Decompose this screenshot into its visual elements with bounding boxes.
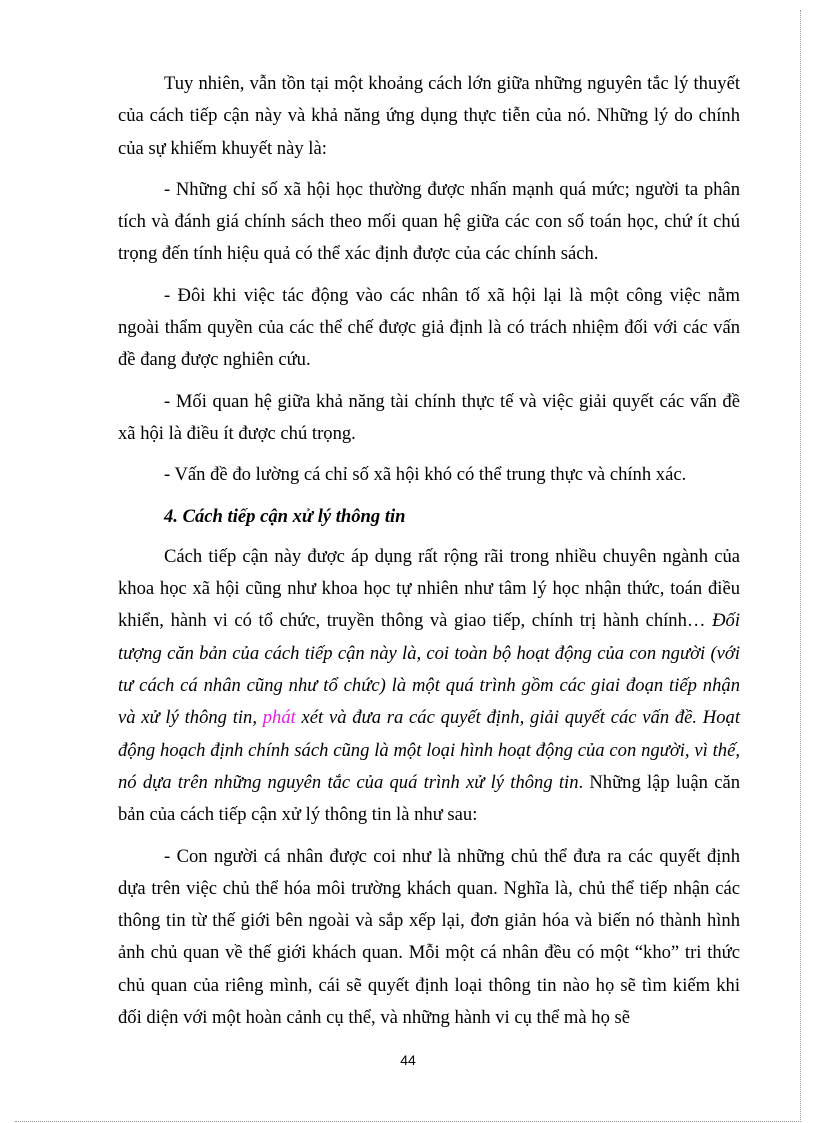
- list-item-individual: - Con người cá nhân được coi như là những chủ thể đưa ra các quyết định dựa trên việc chủ thể hóa môi trường khách quan. Nghĩa là, chủ thể tiếp nhận các thông tin từ thế giới bên ngoài và sắp xếp lại, đơn giản hóa và biến nó thành hình ảnh chủ quan về thế giới khách quan. Mỗi một cá nhân đều có một “kho” tri thức chủ quan của riêng mình, cái sẽ quyết định loại thông tin nào họ sẽ tìm kiếm khi đối diện với một hoàn cảnh cụ thể, và những hành vi cụ thể mà họ sẽ: [118, 845, 740, 1029]
- paragraph-outro-text: . Những lập luận căn bản của cách tiếp cận xử lý thông tin là như sau:: [118, 771, 741, 826]
- italic-text-1: Đối tượng căn bản của cách tiếp cận này là, coi toàn bộ hoạt động của con người (với tư cách cá nhân cũng như tổ chức) là một quá trình gồm các giai đoạn tiếp nhận và xử lý thông tin,: [118, 610, 740, 729]
- list-item-measurement: - Vấn đề đo lường cá chỉ số xã hội khó có thể trung thực và chính xác.: [164, 464, 687, 486]
- paragraph-intro-text: Cách tiếp cận này được áp dụng rất rộng rãi trong nhiều chuyên ngành của khoa học xã hội cũng như khoa học tự nhiên như tâm lý học nhận thức, toán điều khiển, hành vi có tổ chức, truyền thông và giao tiếp, chính trị hành chính…: [118, 545, 740, 632]
- page-number: 44: [400, 1052, 416, 1068]
- list-item-authority: - Đôi khi việc tác động vào các nhân tố xã hội lại là một công việc nằm ngoài thẩm quyền của các thể chế được giả định là có trách nhiệm đối với các vấn đề đang được nghiên cứu.: [118, 284, 740, 371]
- document-body: [118, 68, 740, 1043]
- italic-text-2: xét và đưa ra các quyết định, giải quyết các vấn đề. Hoạt động hoạch định chính sách cũng là một loại hình hoạt động của con người, vì thế, nó dựa trên những nguyên tắc của quá trình xử lý thông tin: [118, 707, 740, 793]
- paragraph-intro: Tuy nhiên, vẫn tồn tại một khoảng cách lớn giữa những nguyên tắc lý thuyết của cách tiếp cận này và khả năng ứng dụng thực tiễn của nó. Những lý do chính của sự khiếm khuyết này là:: [118, 73, 740, 159]
- highlighted-word: phát: [262, 707, 296, 729]
- list-item-indicators: - Những chỉ số xã hội học thường được nhấn mạnh quá mức; người ta phân tích và đánh giá chính sách theo mối quan hệ giữa các con số toán học, chứ ít chú trọng đến tính hiệu quả có thể xác định được của các chính sách.: [118, 178, 740, 265]
- list-item-finance: - Mối quan hệ giữa khả năng tài chính thực tế và việc giải quyết các vấn đề xã hội là điều ít được chú trọng.: [118, 390, 740, 444]
- paragraph-information-approach: [118, 541, 740, 832]
- section-heading: 4. Cách tiếp cận xử lý thông tin: [164, 505, 406, 527]
